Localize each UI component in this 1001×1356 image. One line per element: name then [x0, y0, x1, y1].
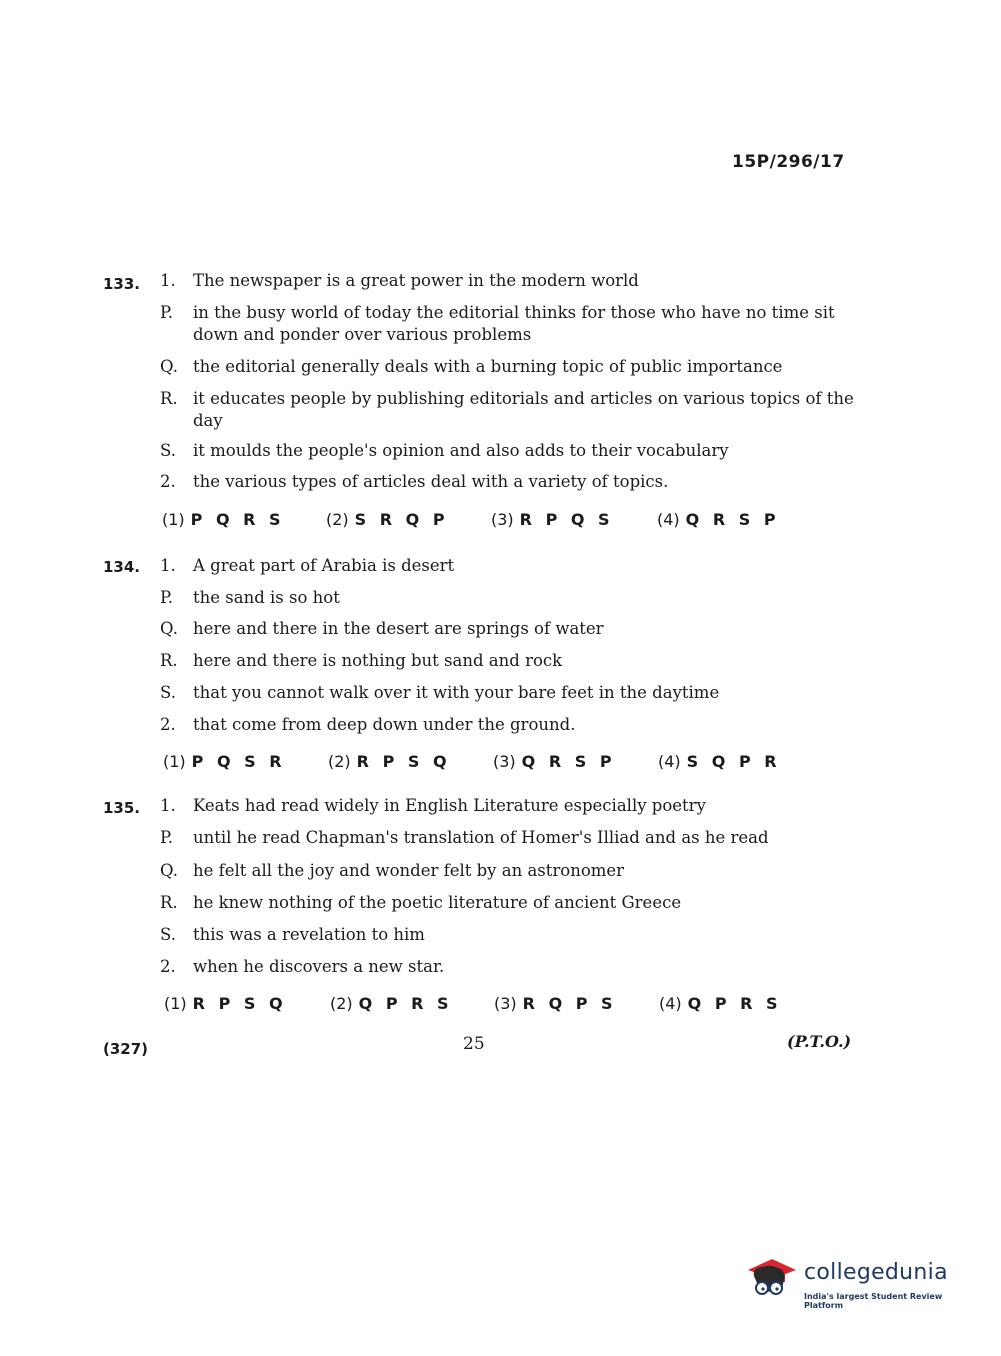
sentence-line: [160, 356, 860, 378]
line-text: he felt all the joy and wonder felt by an astronomer: [193, 861, 625, 880]
pto-label: (P.T.O.): [787, 1032, 852, 1051]
line-text: the editorial generally deals with a burning topic of public importance: [193, 357, 783, 376]
line-key: Q.: [160, 357, 178, 376]
page-number: 25: [463, 1034, 485, 1054]
line-text: the various types of articles deal with a variety of topics.: [193, 472, 669, 491]
option-1: (1) P Q R S: [162, 510, 285, 529]
sentence-line: [160, 860, 860, 882]
line-key: S.: [160, 441, 176, 460]
mascot-icon: [742, 1250, 800, 1308]
line-key: 1.: [160, 271, 176, 290]
line-key: Q.: [160, 861, 178, 880]
sentence-line: [160, 650, 860, 672]
line-key: S.: [160, 683, 176, 702]
sentence-line: [160, 270, 860, 292]
logo-name: collegedunia: [804, 1260, 948, 1285]
question-number: 134.: [103, 558, 141, 576]
line-text: that come from deep down under the ground.: [193, 715, 576, 734]
option-4: (4) Q P R S: [659, 994, 782, 1013]
line-text: he knew nothing of the poetic literature of ancient Greece: [193, 893, 682, 912]
sentence-line: [160, 795, 860, 817]
footer-code: (327): [103, 1040, 149, 1058]
sentence-line: [160, 471, 860, 493]
line-key: S.: [160, 925, 176, 944]
sentence-line: [160, 618, 860, 640]
line-text: The newspaper is a great power in the modern world: [193, 271, 639, 290]
line-text: until he read Chapman's translation of Homer's Illiad and as he read: [193, 828, 769, 847]
option-2: (2) S R Q P: [326, 510, 449, 529]
sentence-line: [160, 924, 860, 946]
line-key: 2.: [160, 472, 176, 491]
sentence-line: [160, 827, 860, 849]
line-text: here and there in the desert are springs of water: [193, 619, 604, 638]
line-key: P.: [160, 303, 174, 322]
line-key: 2.: [160, 715, 176, 734]
line-key: P.: [160, 828, 174, 847]
line-key: 2.: [160, 957, 176, 976]
option-4: (4) S Q P R: [658, 752, 781, 771]
line-key: 1.: [160, 796, 176, 815]
line-key: R.: [160, 893, 178, 912]
option-3: (3) Q R S P: [493, 752, 616, 771]
option-1: (1) P Q S R: [163, 752, 286, 771]
line-key: R.: [160, 651, 178, 670]
option-2: (2) Q P R S: [330, 994, 453, 1013]
line-key: 1.: [160, 556, 176, 575]
sentence-line: [160, 388, 860, 432]
line-text: that you cannot walk over it with your bare feet in the daytime: [193, 683, 720, 702]
line-text: this was a revelation to him: [193, 925, 425, 944]
option-4: (4) Q R S P: [657, 510, 780, 529]
line-text: it educates people by publishing editorials and articles on various topics of the day: [193, 389, 854, 430]
sentence-line: [160, 892, 860, 914]
sentence-line: [160, 555, 860, 577]
line-text: when he discovers a new star.: [193, 957, 445, 976]
question-number: 133.: [103, 275, 141, 293]
sentence-line: [160, 587, 860, 609]
option-1: (1) R P S Q: [164, 994, 287, 1013]
line-text: Keats had read widely in English Literature especially poetry: [193, 796, 706, 815]
question-number: 135.: [103, 799, 141, 817]
sentence-line: [160, 956, 860, 978]
line-key: Q.: [160, 619, 178, 638]
line-text: the sand is so hot: [193, 588, 340, 607]
logo-tagline: India's largest Student Review Platform: [804, 1292, 943, 1310]
collegedunia-logo: [742, 1250, 972, 1310]
page-code: 15P/296/17: [732, 152, 845, 172]
sentence-line: [160, 682, 860, 704]
sentence-line: [160, 714, 860, 736]
line-text: in the busy world of today the editorial thinks for those who have no time sit down and ponder over various problems: [193, 303, 835, 344]
option-3: (3) R P Q S: [491, 510, 614, 529]
line-text: A great part of Arabia is desert: [193, 556, 455, 575]
option-3: (3) R Q P S: [494, 994, 617, 1013]
line-key: P.: [160, 588, 174, 607]
line-key: R.: [160, 389, 178, 408]
option-2: (2) R P S Q: [328, 752, 451, 771]
sentence-line: [160, 440, 860, 462]
sentence-line: [160, 302, 860, 346]
line-text: here and there is nothing but sand and rock: [193, 651, 563, 670]
line-text: it moulds the people's opinion and also adds to their vocabulary: [193, 441, 729, 460]
